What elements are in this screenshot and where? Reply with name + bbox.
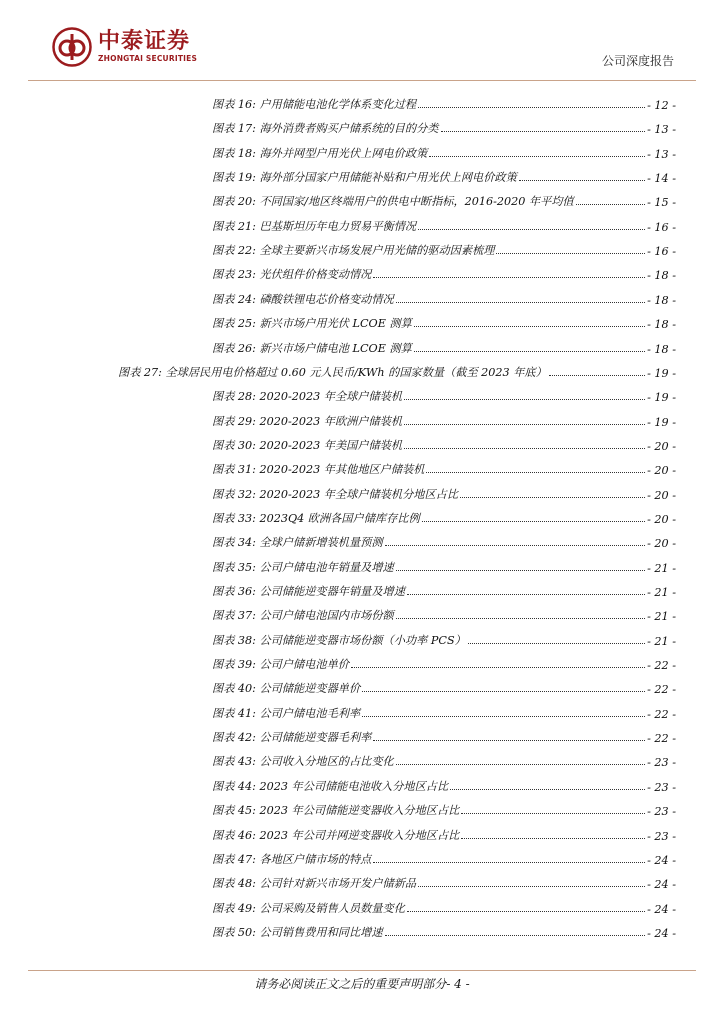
toc-entry-title: 图表 40: 公司储能逆变器单价: [212, 682, 361, 696]
toc-entry-page: - 24 -: [647, 853, 676, 867]
toc-entry[interactable]: [212, 141, 676, 161]
toc-entry-page: - 20 -: [647, 537, 676, 551]
toc-dot-leader: [396, 618, 645, 619]
toc-entry[interactable]: [212, 311, 676, 331]
toc-entry-title: 图表 38: 公司储能逆变器市场份额（小功率 PCS）: [212, 633, 466, 647]
toc-entry-title: 图表 29: 2020-2023 年欧洲户储装机: [212, 414, 403, 428]
toc-dot-leader: [519, 180, 645, 181]
toc-entry-page: - 20 -: [647, 439, 676, 453]
footer-page-number: - 4 -: [446, 977, 470, 991]
toc-entry-page: - 20 -: [647, 512, 676, 526]
toc-dot-leader: [496, 253, 645, 254]
toc-entry-title: 图表 33: 2023Q4 欧洲各国户储库存比例: [212, 511, 420, 525]
toc-entry-page: - 16 -: [647, 245, 676, 259]
toc-dot-leader: [426, 472, 645, 473]
toc-entry-title: 图表 39: 公司户储电池单价: [212, 658, 349, 672]
toc-entry[interactable]: [212, 628, 676, 648]
toc-entry[interactable]: [118, 360, 676, 380]
toc-entry-title: 图表 25: 新兴市场户用光伏 LCOE 测算: [212, 317, 412, 331]
toc-dot-leader: [461, 813, 645, 814]
toc-dot-leader: [414, 351, 645, 352]
toc-entry[interactable]: [212, 384, 676, 404]
toc-entry-page: - 18 -: [647, 318, 676, 332]
toc-dot-leader: [460, 497, 645, 498]
toc-entry-title: 图表 32: 2020-2023 年全球户储装机分地区占比: [212, 487, 459, 501]
toc-dot-leader: [441, 131, 646, 132]
page-header: [0, 0, 724, 88]
toc-entry-page: - 20 -: [647, 488, 676, 502]
toc-entry-page: - 18 -: [647, 269, 676, 283]
toc-entry-title: 图表 44: 2023 年公司储能电池收入分地区占比: [212, 779, 449, 793]
toc-entry-page: - 16 -: [647, 220, 676, 234]
toc-entry-page: - 14 -: [647, 172, 676, 186]
toc-entry-page: - 20 -: [647, 464, 676, 478]
toc-entry[interactable]: [212, 896, 676, 916]
toc-entry-title: 图表 24: 磷酸铁锂电芯价格变动情况: [212, 292, 394, 306]
toc-dot-leader: [404, 399, 645, 400]
toc-dot-leader: [429, 156, 645, 157]
toc-dot-leader: [373, 740, 645, 741]
toc-entry-page: - 22 -: [647, 659, 676, 673]
toc-entry-page: - 13 -: [647, 147, 676, 161]
toc-entry-page: - 23 -: [647, 805, 676, 819]
header-divider: [28, 80, 696, 81]
toc-dot-leader: [407, 911, 645, 912]
toc-dot-leader: [385, 545, 646, 546]
toc-entry[interactable]: [212, 409, 676, 429]
toc-entry-page: - 23 -: [647, 756, 676, 770]
logo-chinese-name: 中泰证券: [98, 29, 191, 54]
toc-entry-page: - 22 -: [647, 683, 676, 697]
toc-entry-page: - 24 -: [647, 878, 676, 892]
toc-entry-page: - 19 -: [647, 415, 676, 429]
toc-dot-leader: [351, 667, 645, 668]
toc-entry-title: 图表 42: 公司储能逆变器毛利率: [212, 731, 372, 745]
toc-entry-page: - 24 -: [647, 902, 676, 916]
toc-entry-page: - 23 -: [647, 780, 676, 794]
toc-entry[interactable]: [212, 189, 676, 209]
toc-entry-title: 图表 22: 全球主要新兴市场发展户用光储的驱动因素梳理: [212, 244, 495, 258]
toc-dot-leader: [362, 716, 645, 717]
toc-entry[interactable]: [212, 457, 676, 477]
toc-dot-leader: [418, 229, 645, 230]
toc-entry-title: 图表 35: 公司户储电池年销量及增速: [212, 560, 394, 574]
toc-dot-leader: [373, 862, 645, 863]
toc-dot-leader: [404, 424, 645, 425]
footer-divider: [28, 970, 696, 971]
toc-entry-title: 图表 31: 2020-2023 年其他地区户储装机: [212, 463, 425, 477]
toc-entry-title: 图表 46: 2023 年公司并网逆变器收入分地区占比: [212, 828, 460, 842]
toc-entry[interactable]: [212, 482, 676, 502]
toc-entry[interactable]: [212, 920, 676, 940]
toc-entry-title: 图表 27: 全球居民用电价格超过 0.60 元人民币/KWh 的国家数量（截至 2023 年底）: [118, 365, 547, 379]
toc-entry-title: 图表 47: 各地区户储市场的特点: [212, 852, 372, 866]
toc-entry-title: 图表 30: 2020-2023 年美国户储装机: [212, 438, 403, 452]
toc-entry[interactable]: [212, 676, 676, 696]
toc-dot-leader: [396, 570, 645, 571]
toc-entry[interactable]: [212, 214, 676, 234]
toc-entry[interactable]: [212, 262, 676, 282]
toc-entry-page: - 21 -: [647, 561, 676, 575]
toc-entry-page: - 19 -: [647, 391, 676, 405]
toc-dot-leader: [461, 838, 645, 839]
toc-entry-title: 图表 48: 公司针对新兴市场开发户储新品: [212, 877, 417, 891]
toc-entry[interactable]: [212, 725, 676, 745]
report-type-label: 公司深度报告: [601, 54, 674, 68]
toc-entry-page: - 15 -: [647, 196, 676, 210]
toc-entry-title: 图表 36: 公司储能逆变器年销量及增速: [212, 585, 405, 598]
toc-dot-leader: [396, 764, 645, 765]
toc-dot-leader: [450, 789, 645, 790]
toc-dot-leader: [385, 935, 646, 936]
toc-entry-title: 图表 50: 公司销售费用和同比增速: [212, 925, 383, 939]
toc-entry[interactable]: [212, 823, 676, 843]
toc-entry-page: - 18 -: [647, 342, 676, 356]
toc-entry-title: 图表 34: 全球户储新增装机量预测: [212, 536, 383, 550]
toc-dot-leader: [418, 107, 645, 108]
toc-entry-page: - 19 -: [647, 366, 676, 380]
toc-entry-page: - 22 -: [647, 707, 676, 721]
toc-entry[interactable]: [212, 871, 676, 891]
toc-entry[interactable]: [212, 336, 676, 356]
toc-dot-leader: [404, 448, 645, 449]
toc-entry-page: - 21 -: [647, 634, 676, 648]
toc-dot-leader: [414, 326, 645, 327]
toc-entry-page: - 21 -: [647, 586, 676, 599]
toc-entry-page: - 21 -: [647, 610, 676, 624]
toc-dot-leader: [418, 886, 645, 887]
toc-entry[interactable]: [212, 652, 676, 672]
toc-entry[interactable]: [212, 603, 676, 623]
footer-disclaimer-note: 请务必阅读正文之后的重要声明部分: [254, 977, 447, 991]
toc-entry[interactable]: [212, 506, 676, 526]
toc-dot-leader: [422, 521, 645, 522]
toc-entry-title: 图表 17: 海外消费者购买户储系统的目的分类: [212, 122, 439, 136]
toc-entry[interactable]: [212, 579, 676, 599]
toc-entry-title: 图表 18: 海外并网型户用光伏上网电价政策: [212, 146, 428, 160]
toc-entry[interactable]: [212, 798, 676, 818]
toc-entry[interactable]: [212, 555, 676, 575]
page-footer: [0, 975, 724, 992]
toc-entry[interactable]: [212, 92, 676, 112]
toc-entry[interactable]: [212, 238, 676, 258]
toc-entry-page: - 23 -: [647, 829, 676, 843]
logo-english-name: ZHONGTAI SECURITIES: [98, 54, 198, 63]
toc-entry[interactable]: [212, 847, 676, 867]
toc-entry-title: 图表 37: 公司户储电池国内市场份额: [212, 609, 394, 623]
toc-dot-leader: [396, 302, 645, 303]
toc-entry-page: - 22 -: [647, 732, 676, 746]
zhongtai-logo-icon: [52, 27, 92, 67]
toc-entry[interactable]: [212, 530, 676, 550]
toc-entry-page: - 13 -: [647, 123, 676, 137]
toc-entry-title: 图表 16: 户用储能电池化学体系变化过程: [212, 98, 417, 111]
toc-entry[interactable]: [212, 433, 676, 453]
toc-entry-title: 图表 20: 不同国家/地区终端用户的供电中断指标，2016-2020 年平均值: [212, 195, 574, 209]
toc-entry[interactable]: [212, 287, 676, 307]
toc-entry-page: - 24 -: [647, 926, 676, 940]
toc-entry-page: - 12 -: [647, 99, 676, 112]
company-logo: [52, 27, 197, 67]
toc-dot-leader: [576, 204, 645, 205]
toc-dot-leader: [362, 691, 645, 692]
toc-entry-title: 图表 19: 海外部分国家户用储能补贴和户用光伏上网电价政策: [212, 171, 517, 185]
toc-entry-title: 图表 41: 公司户储电池毛利率: [212, 706, 361, 720]
toc-entry-title: 图表 28: 2020-2023 年全球户储装机: [212, 390, 403, 404]
toc-entry[interactable]: [212, 116, 676, 136]
toc-entry-title: 图表 49: 公司采购及销售人员数量变化: [212, 901, 405, 915]
toc-entry-title: 图表 45: 2023 年公司储能逆变器收入分地区占比: [212, 804, 460, 818]
toc-entry-title: 图表 26: 新兴市场户储电池 LCOE 测算: [212, 341, 412, 355]
toc-dot-leader: [468, 643, 645, 644]
toc-entry[interactable]: [212, 165, 676, 185]
toc-entry-title: 图表 23: 光伏组件价格变动情况: [212, 268, 372, 282]
toc-entry[interactable]: [212, 774, 676, 794]
toc-entry[interactable]: [212, 701, 676, 721]
toc-dot-leader: [407, 594, 645, 595]
toc-entry-title: 图表 43: 公司收入分地区的占比变化: [212, 755, 394, 769]
toc-entry-title: 图表 21: 巴基斯坦历年电力贸易平衡情况: [212, 219, 417, 233]
toc-dot-leader: [549, 375, 645, 376]
toc-entry-page: - 18 -: [647, 293, 676, 307]
toc-entry[interactable]: [212, 749, 676, 769]
toc-dot-leader: [373, 277, 645, 278]
